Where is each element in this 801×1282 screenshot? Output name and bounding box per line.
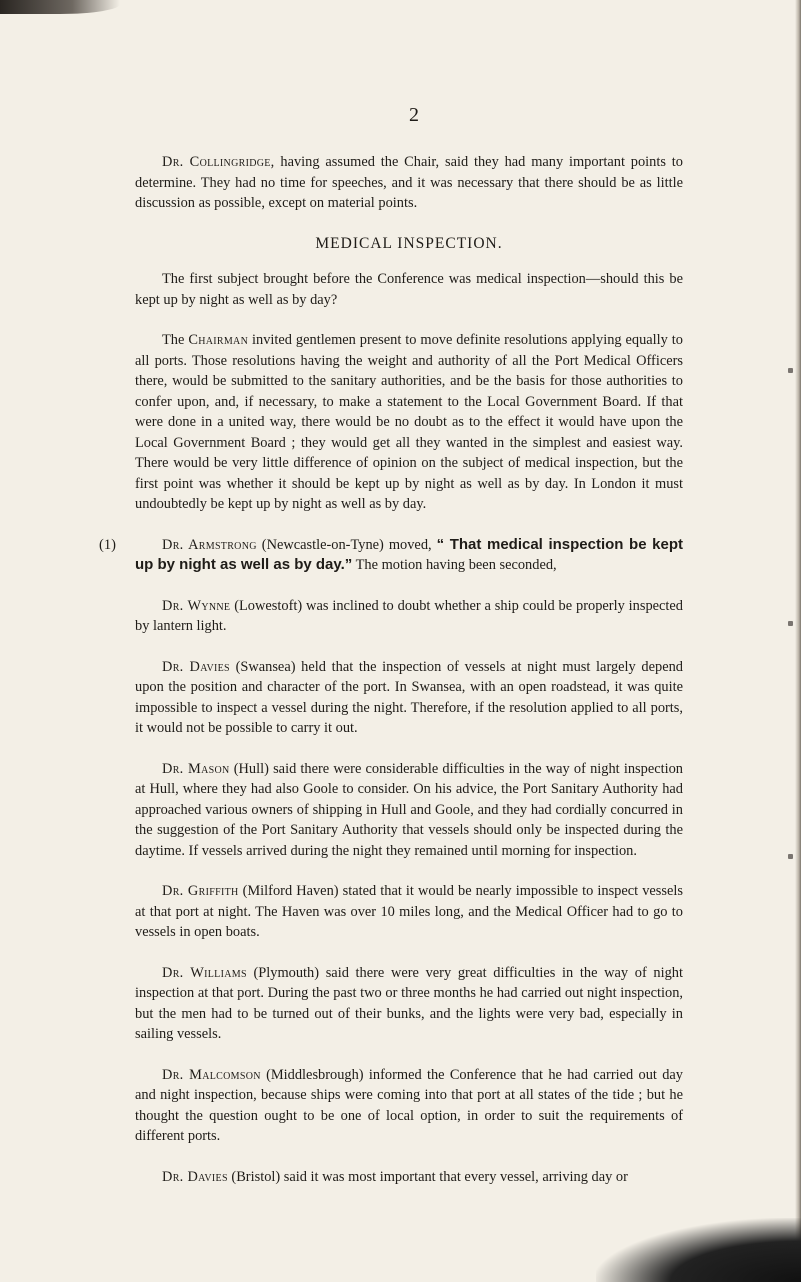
paragraph: [135, 1167, 683, 1188]
paragraph-text: (Lowestoft) was inclined to doubt whether a ship could be properly inspected by lantern light.: [135, 597, 683, 634]
page-corner-shadow: [0, 0, 120, 14]
speaker-name: Dr. Davies: [162, 658, 230, 675]
speaker-name: Chairman: [188, 332, 249, 348]
page-number: 2: [409, 104, 419, 126]
margin-mark: [788, 854, 793, 859]
paragraph-text: (Swansea) held that the inspection of vessels at night must largely depend upon the position and character of the port. In Swansea, with an open roadstead, it was quite impossible to inspect a vessel during the night. Therefore, if the resolution applied to all ports, it would not be possible to carry it out.: [135, 658, 683, 736]
paragraph: [135, 963, 683, 1045]
paragraph: [135, 152, 683, 214]
speaker-name: Dr. Griffith: [162, 883, 239, 899]
paragraph-text: The first subject brought before the Conference was medical inspection—should this be kept up by night as well as by day?: [135, 271, 683, 308]
paragraph-text: having assumed the Chair, said they had many important points to determine. They had no time for speeches, and it was necessary that there should be as little discussion as possible, except on material points.: [135, 154, 683, 211]
paragraph-text: (Plymouth) said there were very great difficulties in the way of night inspection at that port. During the past two or three months he had carried out night inspection, but the men had to be turned out of their bunks, and the lights were very bad, especially in sailing vessels.: [135, 964, 683, 1042]
paragraph: [135, 881, 683, 943]
speaker-name: Dr. Williams: [162, 964, 247, 981]
margin-mark: [788, 368, 793, 373]
page-right-edge: [795, 0, 801, 1282]
paragraph: [135, 269, 683, 310]
speaker-name: Dr. Malcomson: [162, 1066, 261, 1083]
paragraph: [135, 759, 683, 862]
paragraph: [135, 330, 683, 515]
speaker-name: Dr. Wynne: [162, 597, 231, 614]
paragraph: [135, 596, 683, 637]
speaker-name: Dr. Collingridge,: [162, 154, 275, 170]
paragraph-text: invited gentlemen present to move definite resolutions applying equally to all ports. Those resolutions having the weight and authority of all the Port Medical Officers there, would be submitted to the sanitary authorities, and be the basis for those authorities to confer upon, and, if necessary, to make a statement to the Local Government Board. If that were done in a united way, there would be no doubt as to the effect it would have upon the Local Government Board ; they would get all they wanted in the simplest and easiest way. There would be very little difference of opinion on the subject of medical inspection, but the first point was whether it should be kept up by night as well as by day. In London it must undoubtedly be kept up by night as well as by day.: [135, 332, 683, 512]
margin-mark: [788, 621, 793, 626]
paragraph-lead: The: [162, 332, 189, 348]
speaker-name: Dr. Davies: [162, 1168, 228, 1185]
resolution-number: (1): [99, 536, 116, 553]
resolution-text: “ That medical inspection be kept up by night as well as by day.”: [135, 535, 683, 573]
paragraph-text: (Bristol) said it was most important that every vessel, arriving day or: [227, 1168, 628, 1185]
paragraph: [135, 657, 683, 739]
resolution-block: [99, 535, 683, 576]
section-heading: MEDICAL INSPECTION.: [315, 234, 503, 252]
page-corner-blot: [596, 1218, 801, 1282]
paragraph-text: (Hull) said there were considerable difficulties in the way of night inspection at Hull, where they had also Goole to consider. On his advice, the Port Sanitary Authority had approached various owners of shipping in Hull and Goole, and they had cordially concurred in the suggestion of the Port Sanitary Authority that vessels should only be inspected during the daytime. If vessels arrived during the night they remained until morning for inspection.: [135, 760, 683, 859]
paragraph: [135, 535, 683, 576]
paragraph-text: (Milford Haven) stated that it would be nearly impossible to inspect vessels at that port at night. The Haven was over 10 miles long, and the Medical Officer had to go to vessels in open boats.: [135, 883, 683, 940]
speaker-name: Dr. Armstrong: [162, 536, 257, 553]
paragraph: [135, 1065, 683, 1147]
speaker-name: Dr. Mason: [162, 760, 230, 777]
paragraph-text: The motion having been seconded,: [352, 557, 557, 573]
paragraph-text: (Newcastle-on-Tyne) moved,: [256, 536, 437, 553]
paragraph-text: (Middlesbrough) informed the Conference that he had carried out day and night inspection, because ships were coming into that port at all states of the tide ; but he thought the question ought to be one of local option, in order to suit the requirements of different ports.: [135, 1066, 683, 1144]
document-body: [99, 152, 683, 1207]
